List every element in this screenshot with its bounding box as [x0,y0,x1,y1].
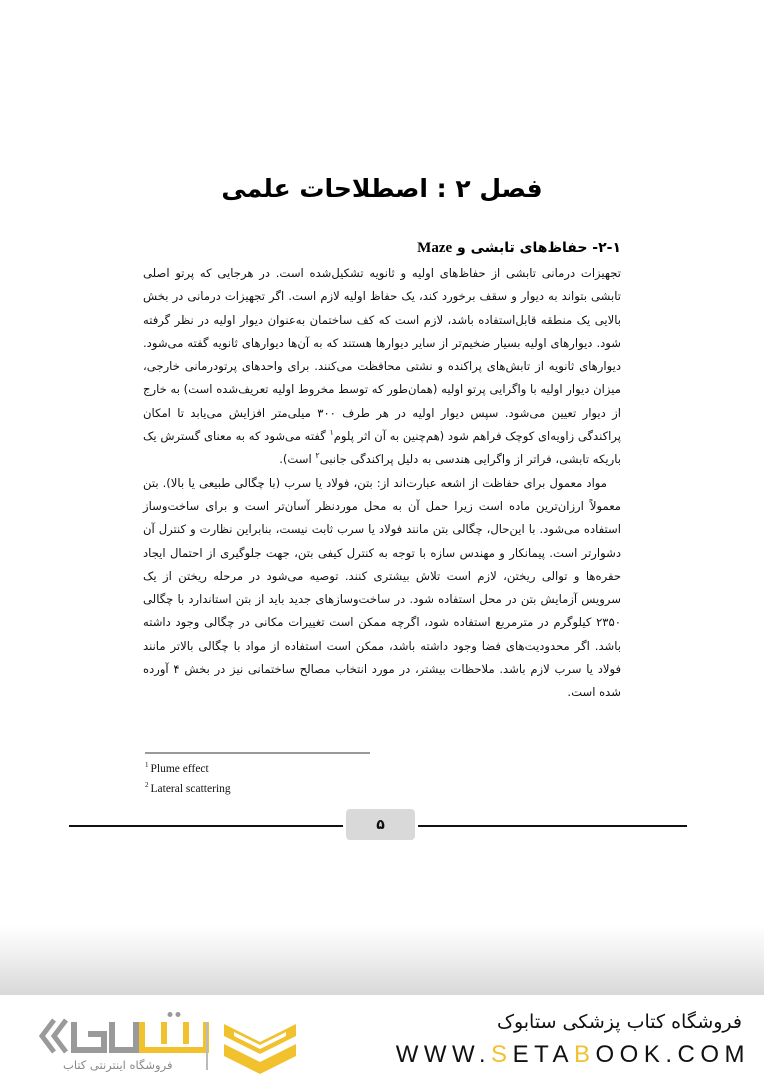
body-text [143,262,621,705]
footnote-ref-1[interactable]: ۱ [329,428,334,438]
section-heading [417,240,621,257]
footnote-divider [145,752,370,754]
store-name: فروشگاه کتاب پزشکی ستابوک [496,1011,742,1033]
double-chevron-icon [42,1020,66,1052]
paragraph-2: مواد معمول برای حفاظت از اشعه عبارت‌اند از: بتن، فولاد یا سرب (با چگالی طبیعی یا بالا). بتن معمولاً ارزان‌ترین ماده است زیرا حمل آن به محل موردنظر آسان‌تر است و برای ساخت‌وساز استفاده می‌شود. با این‌حال، چگالی بتن مانند فولاد یا سرب ثابت نیست، بنابراین نظارت و کنترل آن دشوارتر است. پیمانکار و مهندس سازه با توجه به کنترل کیفی بتن، جهت جلوگیری از احتمال ایجاد حفره‌ها و توالی ریختن، لازم است تلاش بیشتری کنند. توصیه می‌شود در مرحله ریختن از یک سرویس آزمایش بتن در محل استفاده شود. در ساخت‌وسازهای جدید باید از بتن استاندارد با چگالی ۲۳۵۰ کیلوگرم در مترمربع استفاده شود، اگرچه ممکن است تغییرات مکانی در چگالی وجود داشته باشد. اگر محدودیت‌های فضا وجود داشته باشد، ممکن است استفاده از مواد با چگالی بالاتر مانند فولاد یا سرب لازم باشد. ملاحظات بیشتر، در مورد انتخاب مصالح ساختمانی نیز در بخش ۴ آورده شده است. [143,475,621,700]
page-rule-left [69,825,343,827]
footnotes [145,759,231,799]
store-url[interactable]: WWW.SETABOOK.COM [395,1041,750,1068]
page-rule-right [418,825,687,827]
section-title: حفاظ‌های تابشی و [457,240,588,256]
logo-tagline: فروشگاه اینترنتی کتاب [63,1058,173,1072]
footnote-1: $^1$ Plume effect [145,761,209,775]
logo-divider [206,1022,208,1070]
footnote-2: $^2$ Lateral scattering [145,781,231,795]
section-number: ۲-۱- [592,240,621,256]
page-number: ۵ [346,809,415,840]
footnote-ref-2[interactable]: ۲ [315,451,320,461]
chapter-title: فصل ۲ : اصطلاحات علمی [221,174,543,203]
section-title-latin: Maze [417,240,453,256]
paragraph-1: تجهیزات درمانی تابشی از حفاظ‌های اولیه و ثانویه تشکیل‌شده است. در هرجایی که پرتو اصلی تابشی بتواند به دیوار و سقف برخورد کند، یک حفاظ اولیه لازم است. اگر تجهیزات درمانی در بخش بالایی یک منطقه قابل‌استفاده باشد، لازم است که کف ساختمان به‌عنوان دیوار اولیه در نظر گرفته شود. دیوارهای اولیه بسیار ضخیم‌تر از سایر دیوارها هستند که به آن‌ها دیوارهای ثانویه گفته می‌شود. دیوارهای ثانویه از تابش‌های پراکنده و نشتی محافظت می‌کنند. برای واحدهای پرتودرمانی خارجی، میزان دیوار اولیه با واگرایی پرتو اولیه (همان‌طور که توسط مخروط اولیه تعریف‌شده است) به خارج از دیوار تعیین می‌شود. سپس دیوار اولیه در هر طرف ۳۰۰ میلی‌متر افزایش می‌یابد تا امکان پراکندگی زاویه‌ای کوچک فراهم شود (هم‌چنین به آن اثر پلوم$^۱$ گفته می‌شود که به معنای گسترش یک باریکه تابشی، فراتر از واگرایی هندسی به دلیل پراکندگی جانبی$^۲$ است). [143,266,621,467]
